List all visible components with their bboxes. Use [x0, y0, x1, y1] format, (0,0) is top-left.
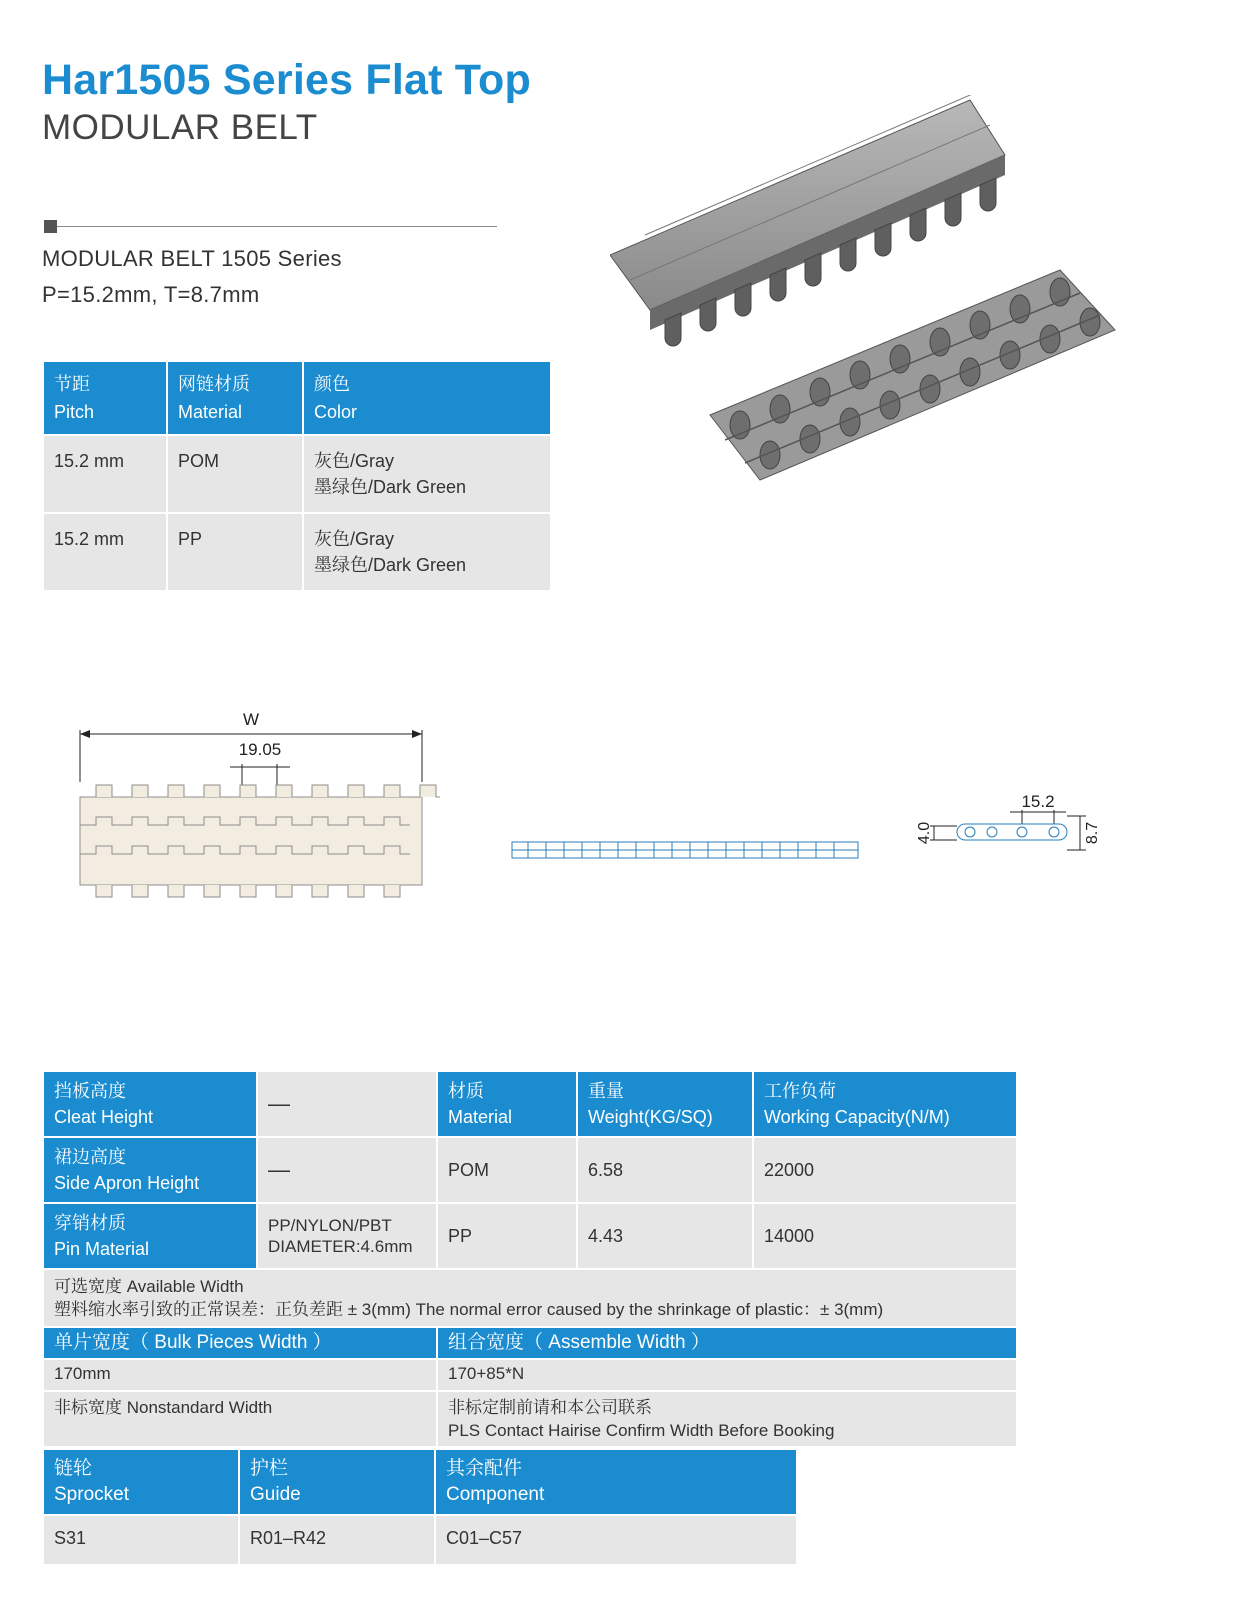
belt-underside-render: [710, 270, 1115, 480]
sprocket-header: 链轮 Sprocket: [43, 1449, 239, 1515]
pin-material-header: 穿销材质 Pin Material: [43, 1203, 257, 1269]
weight-cell: 4.43: [577, 1203, 753, 1269]
header-color: 颜色 Color: [303, 361, 551, 435]
pitch-dimension-label: 15.2: [1021, 792, 1055, 811]
capacity-cell: 22000: [753, 1137, 1017, 1203]
guide-header: 护栏 Guide: [239, 1449, 435, 1515]
nonstandard-width-label: 非标宽度 Nonstandard Width: [43, 1391, 437, 1447]
header-pitch: 节距 Pitch: [43, 361, 167, 435]
pitch-cell: 15.2 mm: [43, 513, 167, 591]
capacity-col-header: 工作负荷 Working Capacity(N/M): [753, 1071, 1017, 1137]
material-cell: POM: [437, 1137, 577, 1203]
table-row: [43, 513, 551, 591]
cleat-height-header: 挡板高度 Cleat Height: [43, 1071, 257, 1137]
accessory-table: [42, 1448, 798, 1566]
assemble-width-value: 170+85*N: [437, 1359, 1017, 1391]
weight-col-header: 重量 Weight(KG/SQ): [577, 1071, 753, 1137]
component-value: C01–C57: [435, 1515, 797, 1565]
height-right-label: 8.7: [1084, 821, 1101, 845]
material-cell: POM: [167, 435, 303, 513]
material-cell: PP: [167, 513, 303, 591]
weight-cell: 6.58: [577, 1137, 753, 1203]
pin-material-value: PP/NYLON/PBT DIAMETER:4.6mm: [257, 1203, 437, 1269]
capacity-cell: 14000: [753, 1203, 1017, 1269]
table-row: [43, 1515, 797, 1565]
material-table: [42, 360, 552, 592]
series-name: MODULAR BELT 1505 Series: [42, 246, 342, 271]
profile-drawing: [912, 790, 1132, 872]
component-header: 其余配件 Component: [435, 1449, 797, 1515]
pitch-thickness: P=15.2mm, T=8.7mm: [42, 282, 260, 307]
table-row: [43, 1137, 1017, 1203]
side-view-drawing: [510, 838, 862, 862]
nonstandard-width-note: 非标定制前请和本公司联系 PLS Contact Hairise Confirm Width Before Booking: [437, 1391, 1017, 1447]
page-subtitle: MODULAR BELT: [42, 108, 318, 147]
bulk-width-header: 单片宽度（ Bulk Pieces Width ）: [43, 1327, 437, 1359]
section-marker: [44, 220, 57, 233]
color-cell: 灰色/Gray 墨绿色/Dark Green: [303, 513, 551, 591]
header-material: 网链材质 Material: [167, 361, 303, 435]
guide-value: R01–R42: [239, 1515, 435, 1565]
module-width-label: 19.05: [238, 740, 282, 759]
assemble-width-header: 组合宽度（ Assemble Width ）: [437, 1327, 1017, 1359]
side-apron-header: 裙边高度 Side Apron Height: [43, 1137, 257, 1203]
height-left-label: 4.0: [916, 821, 933, 845]
sprocket-value: S31: [43, 1515, 239, 1565]
pitch-cell: 15.2 mm: [43, 435, 167, 513]
spec-table: [42, 1070, 1018, 1448]
bulk-width-value: 170mm: [43, 1359, 437, 1391]
belt-product-image: [610, 95, 1150, 495]
table-row: [43, 1203, 1017, 1269]
color-cell: 灰色/Gray 墨绿色/Dark Green: [303, 435, 551, 513]
material-col-header: 材质 Material: [437, 1071, 577, 1137]
top-view-drawing: [70, 712, 440, 912]
flat-top-belt-render: [610, 95, 1005, 346]
cleat-height-value: —: [257, 1071, 437, 1137]
material-cell: PP: [437, 1203, 577, 1269]
width-note: 可选宽度 Available Width 塑料缩水率引致的正常误差：正负差距 ± 3(mm) The normal error caused by the shrinkage of plastic：± 3(mm): [43, 1269, 1017, 1327]
table-row: [43, 435, 551, 513]
w-label: W: [242, 712, 260, 729]
section-divider: [57, 226, 497, 227]
page-title: Har1505 Series Flat Top: [42, 56, 531, 104]
belt-top-view: [80, 785, 440, 897]
side-apron-value: —: [257, 1137, 437, 1203]
